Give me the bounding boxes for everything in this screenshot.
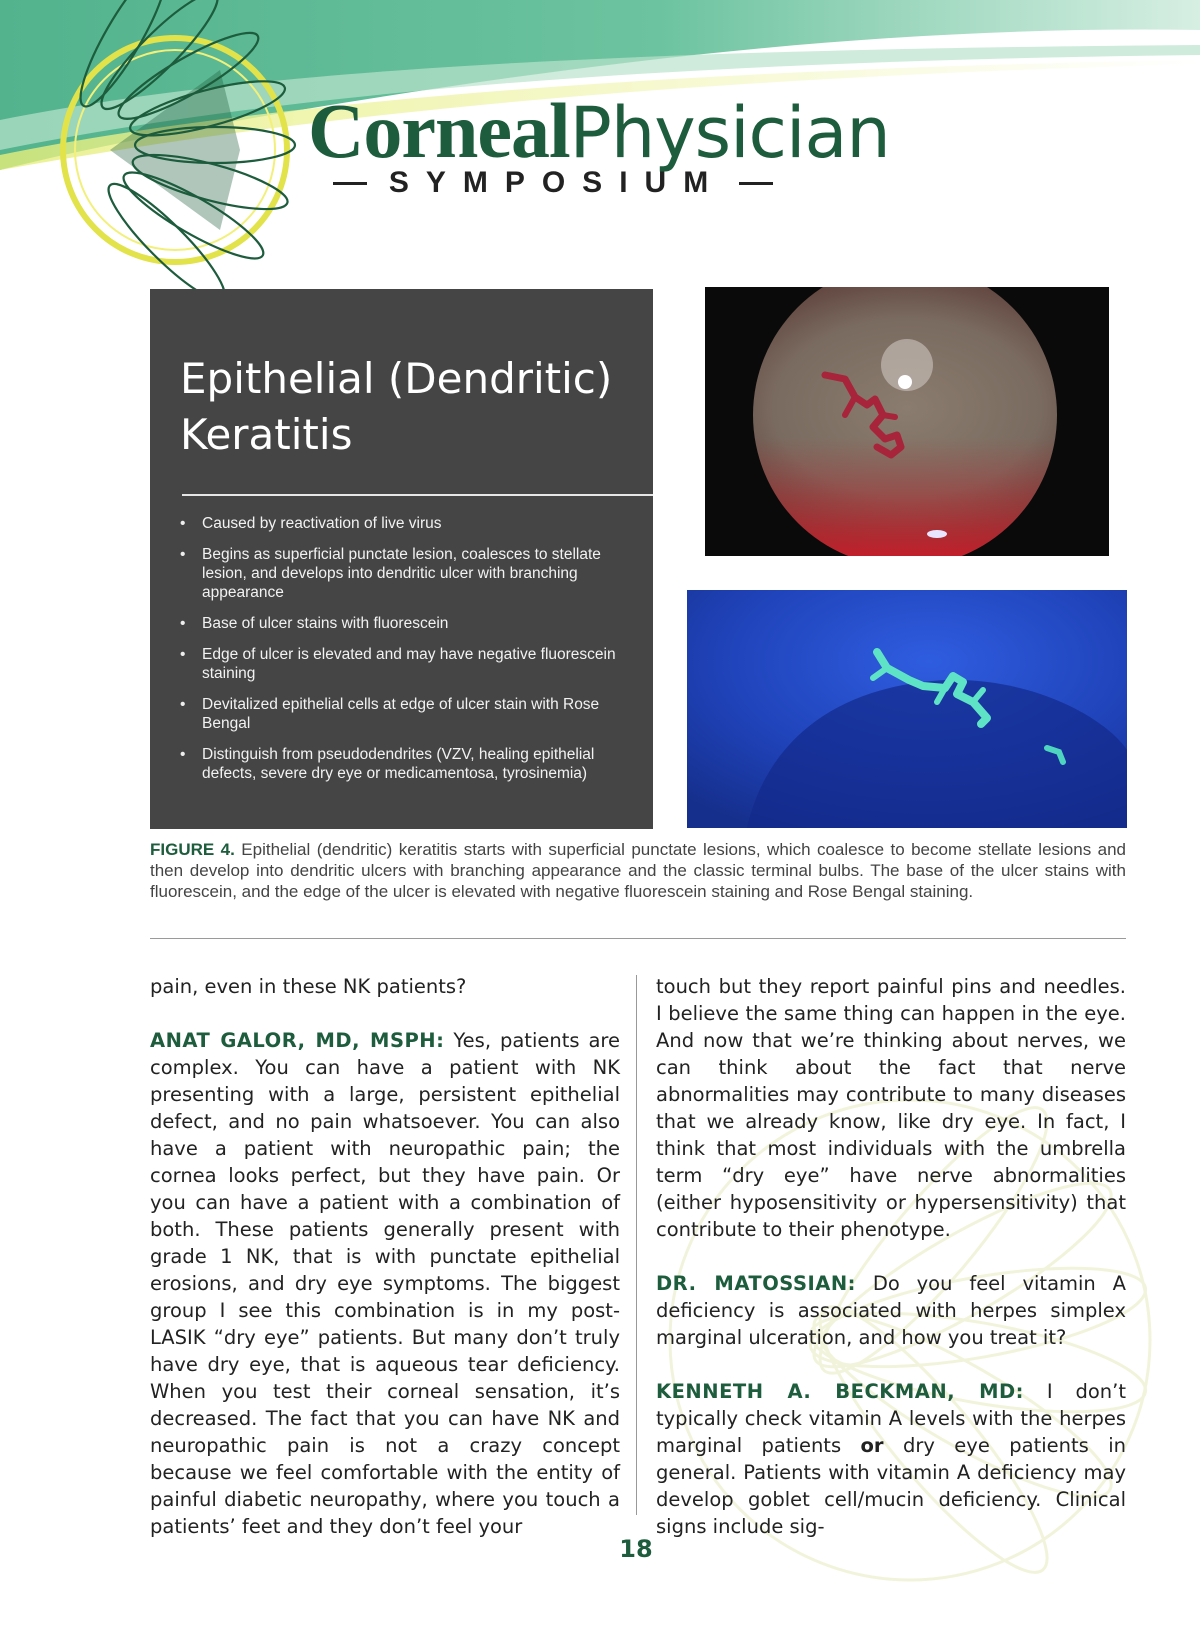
slide-bullet: • Edge of ulcer is elevated and may have negative fluorescein staining [180,645,640,683]
slide-bullet: • Begins as superficial punctate lesion, coalesces to stellate lesion, and develops into dendritic ulcer with branching appearance [180,545,640,602]
figure-label: FIGURE 4. [150,840,235,859]
article-column-right [656,973,1126,1567]
section-divider [150,938,1126,939]
slide-divider [182,494,653,496]
page-number: 18 [619,1535,653,1563]
paragraph [150,1027,620,1540]
paragraph: pain, even in these NK patients? [150,975,467,998]
speaker-name: KENNETH A. BECKMAN, MD: [656,1380,1024,1403]
speaker-name: ANAT GALOR, MD, MSPH: [150,1029,445,1052]
slide-bullet: • Distinguish from pseudodendrites (VZV, healing epithelial defects, severe dry eye or medicamentosa, tyrosinemia) [180,745,640,783]
brand-subtitle [333,166,773,200]
brand-corneal: Corneal [308,87,570,174]
slide-title: Epithelial (Dendritic) Keratitis [180,354,613,459]
speaker-name: DR. MATOSSIAN: [656,1272,856,1295]
brand-symposium: SYMPOSIUM [388,166,726,199]
slide-bullet-list [180,514,640,795]
paragraph-text: Yes, patients are complex. You can have a patient with NK presenting with a large, persistent epithelial defect, and no pain whatsoever. You can also have a patient with neuropathic pain; the cornea looks perfect, but they have pain. Or you can have a patient with a combination of both. These patients generally present with grade 1 NK, that is with punctate epithelial erosions, and dry eye symptoms. The biggest group I see this combination is in my post-LASIK “dry eye” patients. But many don’t truly have dry eye, that is aqueous tear deficiency. When you test their corneal sensation, it’s decreased. The fact that you can have NK and neuropathic pain is not a crazy concept because we feel comfortable with the entity of painful diabetic neuropathy, where you touch a patients’ feet and they don’t feel your [150,1029,620,1538]
masthead [0,0,1200,290]
paragraph [656,1270,1126,1351]
slide-bullet: • Base of ulcer stains with fluorescein [180,614,640,633]
column-separator [636,975,637,1515]
fluorescein-eye-photo [687,590,1127,828]
slide-bullet: • Caused by reactivation of live virus [180,514,640,533]
figure-caption [150,839,1126,902]
figure-caption-text: Epithelial (dendritic) keratitis starts with superficial punctate lesions, which coalesce to become stellate lesions and then develop into dendritic ulcers with branching appearance and the classic terminal bulbs. The base of the ulcer stains with fluorescein, and the edge of the ulcer is elevated with negative fluorescein staining and Rose Bengal staining. [150,840,1127,901]
paragraph-text: dry eye patients in general. Patients with vitamin A deficiency may develop goblet cell/mucin deficiency. Clinical signs include sig- [656,1434,1127,1538]
paragraph-text: I don’t typically check vitamin A levels with the herpes marginal patients [656,1380,1126,1457]
subtitle-rule-right [739,182,773,185]
brand-physician: Physician [569,92,890,174]
slide-bullet: • Devitalized epithelial cells at edge of ulcer stain with Rose Bengal [180,695,640,733]
article-column-left [150,973,620,1567]
rose-bengal-eye-photo [705,287,1109,556]
paragraph-text: Do you feel vitamin A deficiency is associated with herpes simplex marginal ulceration, and how you treat it? [656,1272,1126,1349]
brand-wordmark [308,86,890,176]
paragraph-emphasis: or [860,1434,884,1457]
figure-slide [150,289,653,829]
paragraph [656,1378,1126,1540]
subtitle-rule-left [333,182,367,185]
paragraph: touch but they report painful pins and needles. I believe the same thing can happen in the eye. And now that we’re thinking about nerves, we can think about the fact that nerve abnormalities may contribute to many diseases that we already know, like dry eye. In fact, I think that most individuals with the umbrella term “dry eye” have nerve abnormalities (either hyposensitivity or hypersensitivity) that contribute to their phenotype. [656,975,1126,1241]
